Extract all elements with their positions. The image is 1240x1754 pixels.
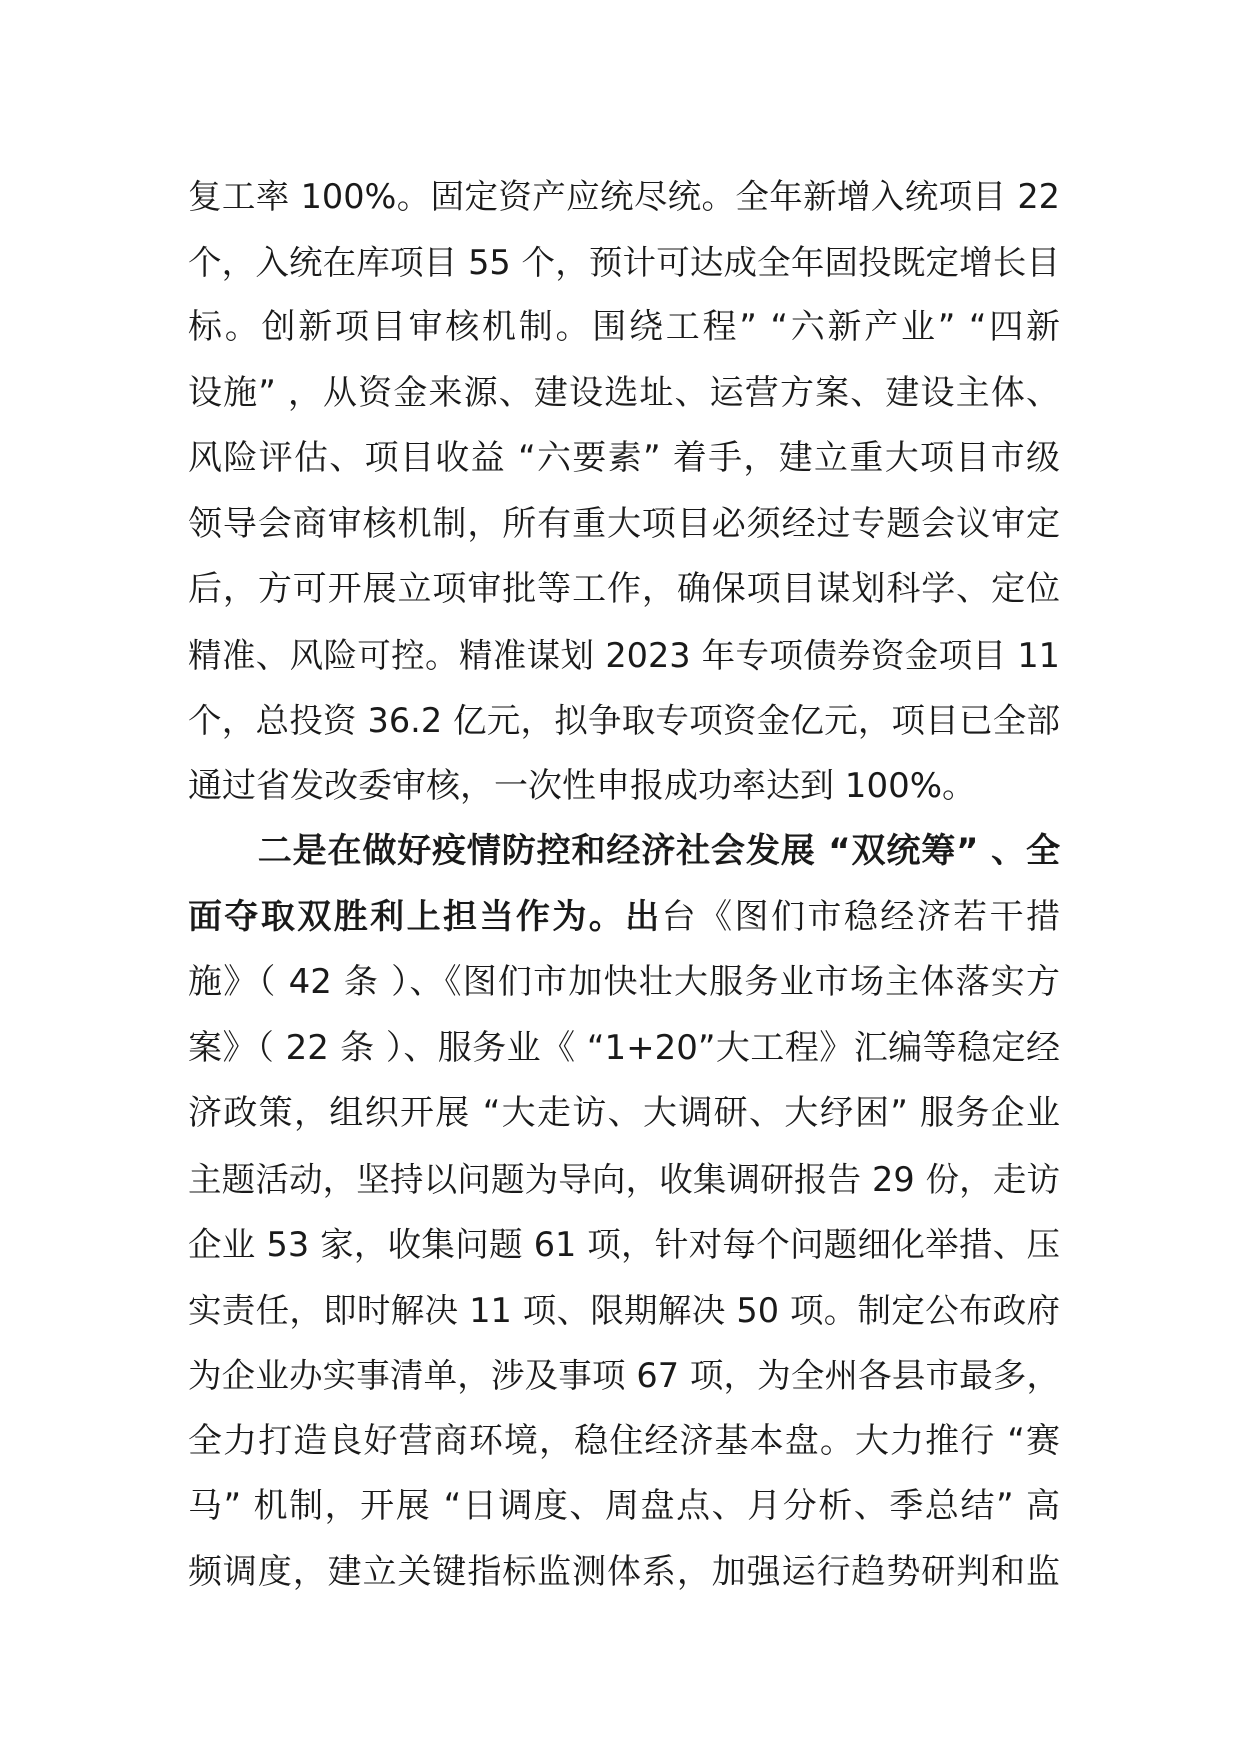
text-line: 实责任，即时解决 11 项、限期解决 50 项。制定公布政府 xyxy=(188,1290,1060,1330)
text-line: 主题活动，坚持以问题为导向，收集调研报告 29 份，走访 xyxy=(188,1159,1060,1199)
paragraph-1 xyxy=(188,164,1060,819)
text-line: 施》（ 42 条 ）、《图们市加快壮大服务业市场主体落实方 xyxy=(188,962,1060,1002)
text-line: 频调度，建立关键指标监测体系，加强运行趋势研判和监 xyxy=(188,1551,1060,1592)
text-line: 领导会商审核机制，所有重大项目必须经过专题会议审定 xyxy=(188,503,1060,544)
paragraph-heading: 二是在做好疫情防控和经济社会发展 “双统筹” 、全 xyxy=(188,831,1060,871)
text-line: 设施” ，从资金来源、建设选址、运营方案、建设主体、 xyxy=(188,372,1060,413)
text-line: 马” 机制，开展 “日调度、周盘点、月分析、季总结” 高 xyxy=(188,1486,1060,1526)
text-line: 案》（ 22 条 ）、服务业《 “1+20”大工程》汇编等稳定经 xyxy=(188,1027,1060,1068)
text-line: 精准、风险可控。精准谋划 2023 年专项债券资金项目 11 xyxy=(188,635,1060,675)
paragraph-2 xyxy=(188,819,1060,1605)
text-line: 企业 53 家，收集问题 61 项，针对每个问题细化举措、压 xyxy=(188,1225,1060,1264)
text-line: 个，入统在库项目 55 个，预计可达成全年固投既定增长目 xyxy=(188,242,1060,282)
text-line: 标。创新项目审核机制。围绕工程” “六新产业” “四新 xyxy=(188,307,1060,347)
paragraph-heading-end: 面夺取双胜利上担当作为。出 xyxy=(188,896,662,937)
text-line: 通过省发改委审核，一次性申报成功率达到 100%。 xyxy=(188,765,977,806)
text-line: 风险评估、项目收益 “六要素” 着手，建立重大项目市级 xyxy=(188,438,1060,478)
text-segment: 台《图们市稳经济若干措 xyxy=(661,896,1061,937)
text-line: 复工率 100%。固定资产应统尽统。全年新增入统项目 22 xyxy=(188,177,1060,216)
text-line: 为企业办实事清单，涉及事项 67 项，为全州各县市最多， xyxy=(188,1356,1060,1395)
text-line xyxy=(188,885,1060,951)
text-line: 济政策，组织开展 “大走访、大调研、大纾困” 服务企业 xyxy=(188,1093,1060,1133)
text-line: 后，方可开展立项审批等工作，确保项目谋划科学、定位 xyxy=(188,569,1060,609)
text-line: 全力打造良好营商环境，稳住经济基本盘。大力推行 “赛 xyxy=(188,1420,1060,1461)
text-line: 个，总投资 36.2 亿元，拟争取专项资金亿元，项目已全部 xyxy=(188,701,1060,740)
document-page xyxy=(188,164,1060,1605)
